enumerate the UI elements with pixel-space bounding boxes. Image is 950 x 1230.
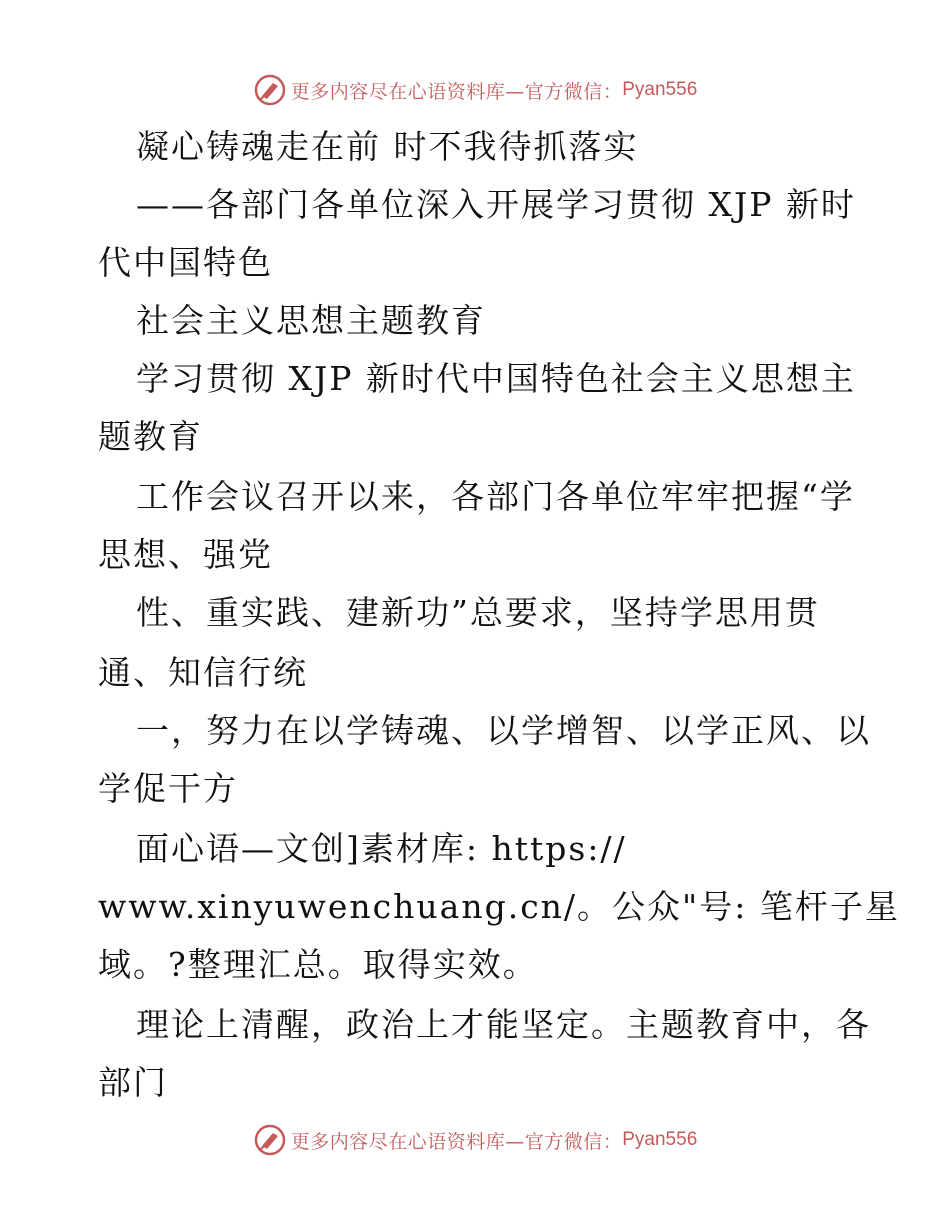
- subtitle-line: 社会主义思想主题教育: [136, 301, 486, 340]
- paragraph-line: 工作会议召开以来，各部门各单位牢牢把握“学: [136, 477, 855, 516]
- paragraph-line: 学促干方: [98, 769, 238, 808]
- brand-logo-icon: [253, 1123, 287, 1157]
- paragraph-line: 通、知信行统: [98, 653, 308, 692]
- paragraph-line: 题教育: [98, 417, 203, 456]
- watermark-text: 更多内容尽在心语资料库—官方微信：: [290, 1130, 623, 1153]
- title-line: 凝心铸魂走在前 时不我待抓落实: [136, 127, 639, 166]
- paragraph-line: 性、重实践、建新功”总要求，坚持学思用贯: [136, 593, 820, 632]
- header-watermark: [0, 70, 950, 110]
- paragraph-line: 学习贯彻 XJP 新时代中国特色社会主义思想主: [136, 359, 856, 398]
- paragraph-line: www.xinyuwenchuang.cn/。公众"号: 笔杆子星: [98, 887, 900, 926]
- paragraph-line: 面心语—文创]素材库: https://: [136, 829, 627, 868]
- paragraph-line: 一，努力在以学铸魂、以学增智、以学正风、以: [136, 711, 871, 750]
- paragraph-line: 理论上清醒，政治上才能坚定。主题教育中，各: [136, 1005, 871, 1044]
- subtitle-line: ——各部门各单位深入开展学习贯彻 XJP 新时: [136, 185, 856, 224]
- paragraph-line: 思想、强党: [98, 535, 273, 574]
- paragraph-line: 域。?整理汇总。取得实效。: [98, 945, 538, 984]
- brand-logo-icon: [253, 73, 287, 107]
- watermark-text: 更多内容尽在心语资料库—官方微信：: [290, 80, 623, 103]
- watermark-wechat-id: Pyan556: [622, 1129, 698, 1150]
- watermark-wechat-id: Pyan556: [622, 79, 698, 100]
- subtitle-line: 代中国特色: [98, 243, 273, 282]
- footer-watermark: [0, 1120, 950, 1160]
- paragraph-line: 部门: [98, 1063, 168, 1102]
